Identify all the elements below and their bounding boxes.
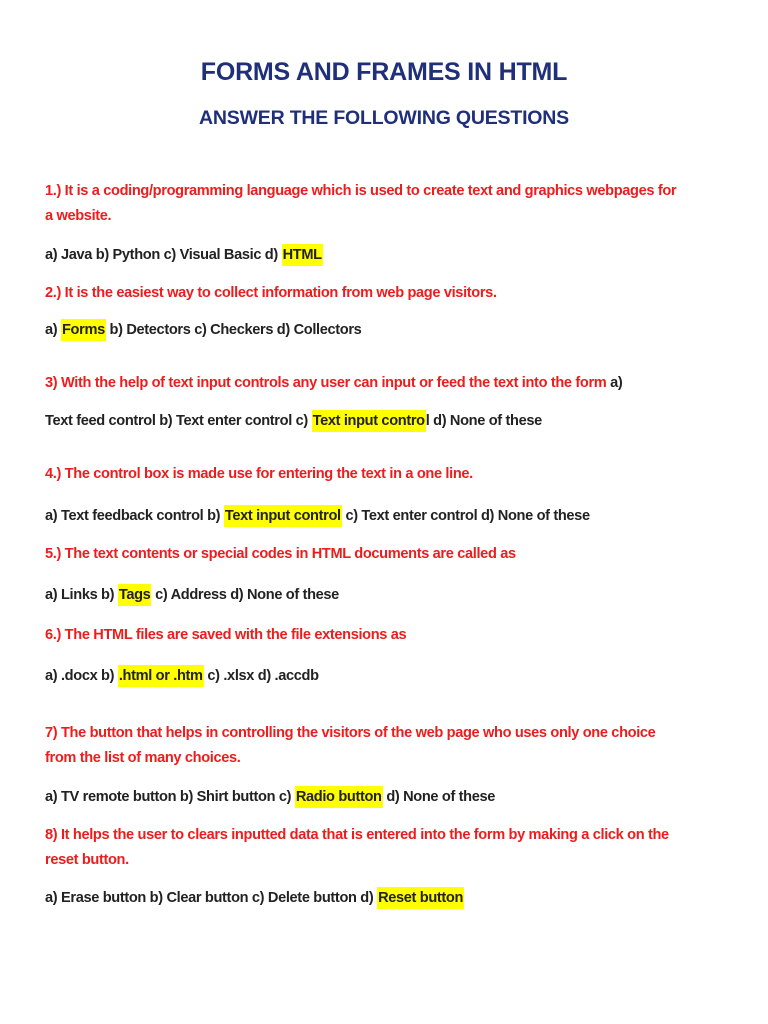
options-text: a) Erase button b) Clear button c) Delete button d) [45, 890, 378, 906]
document-subtitle: ANSWER THE FOLLOWING QUESTIONS [199, 107, 569, 129]
answer-options [45, 890, 464, 906]
options-text: c) Address d) None of these [151, 587, 339, 603]
options-text: a) [45, 322, 61, 338]
answer-options [45, 587, 339, 603]
highlighted-answer: Text input control [224, 505, 342, 527]
options-text: d) None of these [382, 789, 496, 805]
answer-options [45, 789, 495, 805]
options-text: a) .docx b) [45, 668, 118, 684]
question-text: 7) The button that helps in controlling the visitors of the web page who uses only one choice [45, 725, 656, 741]
question-text: 4.) The control box is made use for entering the text in a one line. [45, 466, 473, 482]
question-text: 8) It helps the user to clears inputted data that is entered into the form by making a click on the [45, 827, 669, 843]
options-text: c) Text enter control d) None of these [341, 508, 590, 524]
question-text: 1.) It is a coding/programming language which is used to create text and graphics webpages for [45, 183, 677, 199]
question-text-cont: a website. [45, 208, 112, 224]
highlighted-answer: Radio button [295, 786, 383, 808]
highlighted-answer: Reset button [377, 887, 464, 909]
question-text-cont: reset button. [45, 852, 129, 868]
question-text: 5.) The text contents or special codes in HTML documents are called as [45, 546, 516, 562]
answer-options [45, 322, 361, 338]
question-text [45, 375, 622, 391]
question-text-main: 3) With the help of text input controls any user can input or feed the text into the form [45, 375, 607, 391]
question-text: 6.) The HTML files are saved with the file extensions as [45, 627, 407, 643]
answer-options [45, 508, 590, 524]
options-text: a) Java b) Python c) Visual Basic d) [45, 247, 282, 263]
options-text: a) TV remote button b) Shirt button c) [45, 789, 295, 805]
options-text: a) Links b) [45, 587, 118, 603]
question-text-cont: from the list of many choices. [45, 750, 241, 766]
options-text: b) Detectors c) Checkers d) Collectors [105, 322, 362, 338]
options-text: c) .xlsx d) .accdb [203, 668, 319, 684]
options-text: a) Text feedback control b) [45, 508, 224, 524]
options-text: l d) None of these [425, 413, 542, 429]
highlighted-answer: Forms [61, 319, 106, 341]
options-text-start: a) [606, 375, 623, 391]
document-title: FORMS AND FRAMES IN HTML [200, 58, 568, 86]
highlighted-answer: Text input contro [312, 410, 426, 432]
highlighted-answer: .html or .htm [118, 665, 204, 687]
answer-options [45, 668, 319, 684]
highlighted-answer: Tags [118, 584, 152, 606]
answer-options [45, 413, 542, 429]
question-text: 2.) It is the easiest way to collect information from web page visitors. [45, 285, 497, 301]
answer-options [45, 247, 323, 263]
highlighted-answer: HTML [282, 244, 323, 266]
options-text: Text feed control b) Text enter control c) [45, 413, 312, 429]
